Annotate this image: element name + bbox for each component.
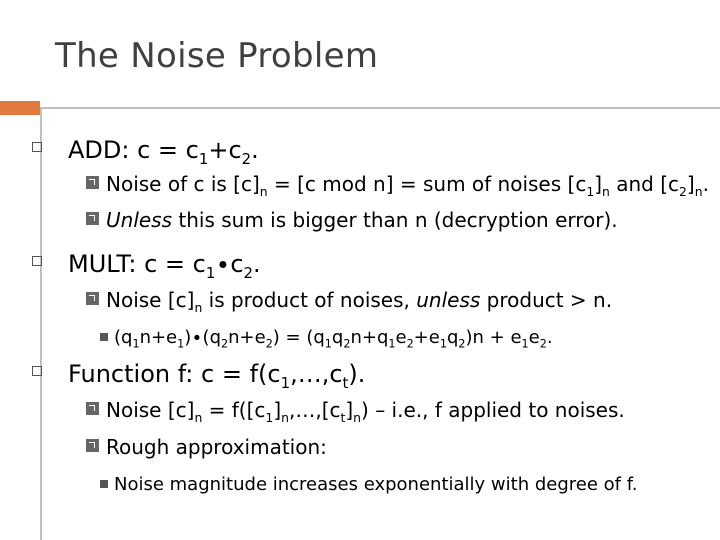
bullet-mult-noise	[88, 288, 613, 315]
function-magnitude-text: Noise magnitude increases exponentially with degree of f.	[114, 474, 638, 495]
title-accent-bar	[0, 101, 40, 115]
mult-text: MULT: $c = c_1\cdot c_2$.	[68, 250, 261, 282]
filled-square-bullet-icon	[86, 292, 99, 305]
bullet-function-noise	[88, 398, 625, 425]
title-rule	[40, 107, 720, 109]
filled-square-bullet-icon	[86, 176, 99, 189]
function-rough-text: Rough approximation:	[106, 435, 327, 459]
bullet-mult	[68, 250, 261, 282]
bullet-mult-expansion	[108, 327, 553, 351]
bullet-add-noise	[88, 172, 709, 199]
add-text: ADD: $c = c_1+c_2$.	[68, 136, 259, 168]
hollow-square-bullet-icon	[32, 366, 42, 376]
function-text: Function f: $c = f(c_1,\dots,c_t)$.	[68, 360, 366, 392]
filled-square-bullet-icon	[86, 402, 99, 415]
filled-square-bullet-icon	[86, 212, 99, 225]
mult-expansion-text: $(q_1n+e_1)\cdot(q_2n+e_2) = (q_1q_2n+q_1e_2+e_1q_2)n + e_1e_2$.	[114, 327, 553, 351]
small-square-bullet-icon	[100, 480, 108, 488]
bullet-function	[68, 360, 366, 392]
function-noise-text: Noise $[c]_n$ = $f([c_1]_n,\dots,[c_t]_n) - i.e$., f applied to noises.	[106, 398, 625, 425]
filled-square-bullet-icon	[86, 439, 99, 452]
mult-noise-text: Noise $[c]_n$ is product of noises, unless product > n.	[106, 288, 613, 315]
small-square-bullet-icon	[100, 333, 108, 341]
add-unless-text: Unless this sum is bigger than n (decryption error).	[106, 208, 618, 232]
bullet-add	[68, 136, 259, 168]
add-noise-text: Noise of c is $[c]_n = [c$ mod n] = sum of noises $[c_1]_n$ and $[c_2]_n$.	[106, 172, 709, 199]
hollow-square-bullet-icon	[32, 256, 42, 266]
bullet-function-magnitude	[108, 476, 637, 494]
slide-title: The Noise Problem	[55, 36, 379, 76]
side-rule	[40, 107, 42, 540]
hollow-square-bullet-icon	[32, 142, 42, 152]
bullet-add-unless	[88, 210, 618, 230]
bullet-function-rough	[88, 437, 327, 457]
